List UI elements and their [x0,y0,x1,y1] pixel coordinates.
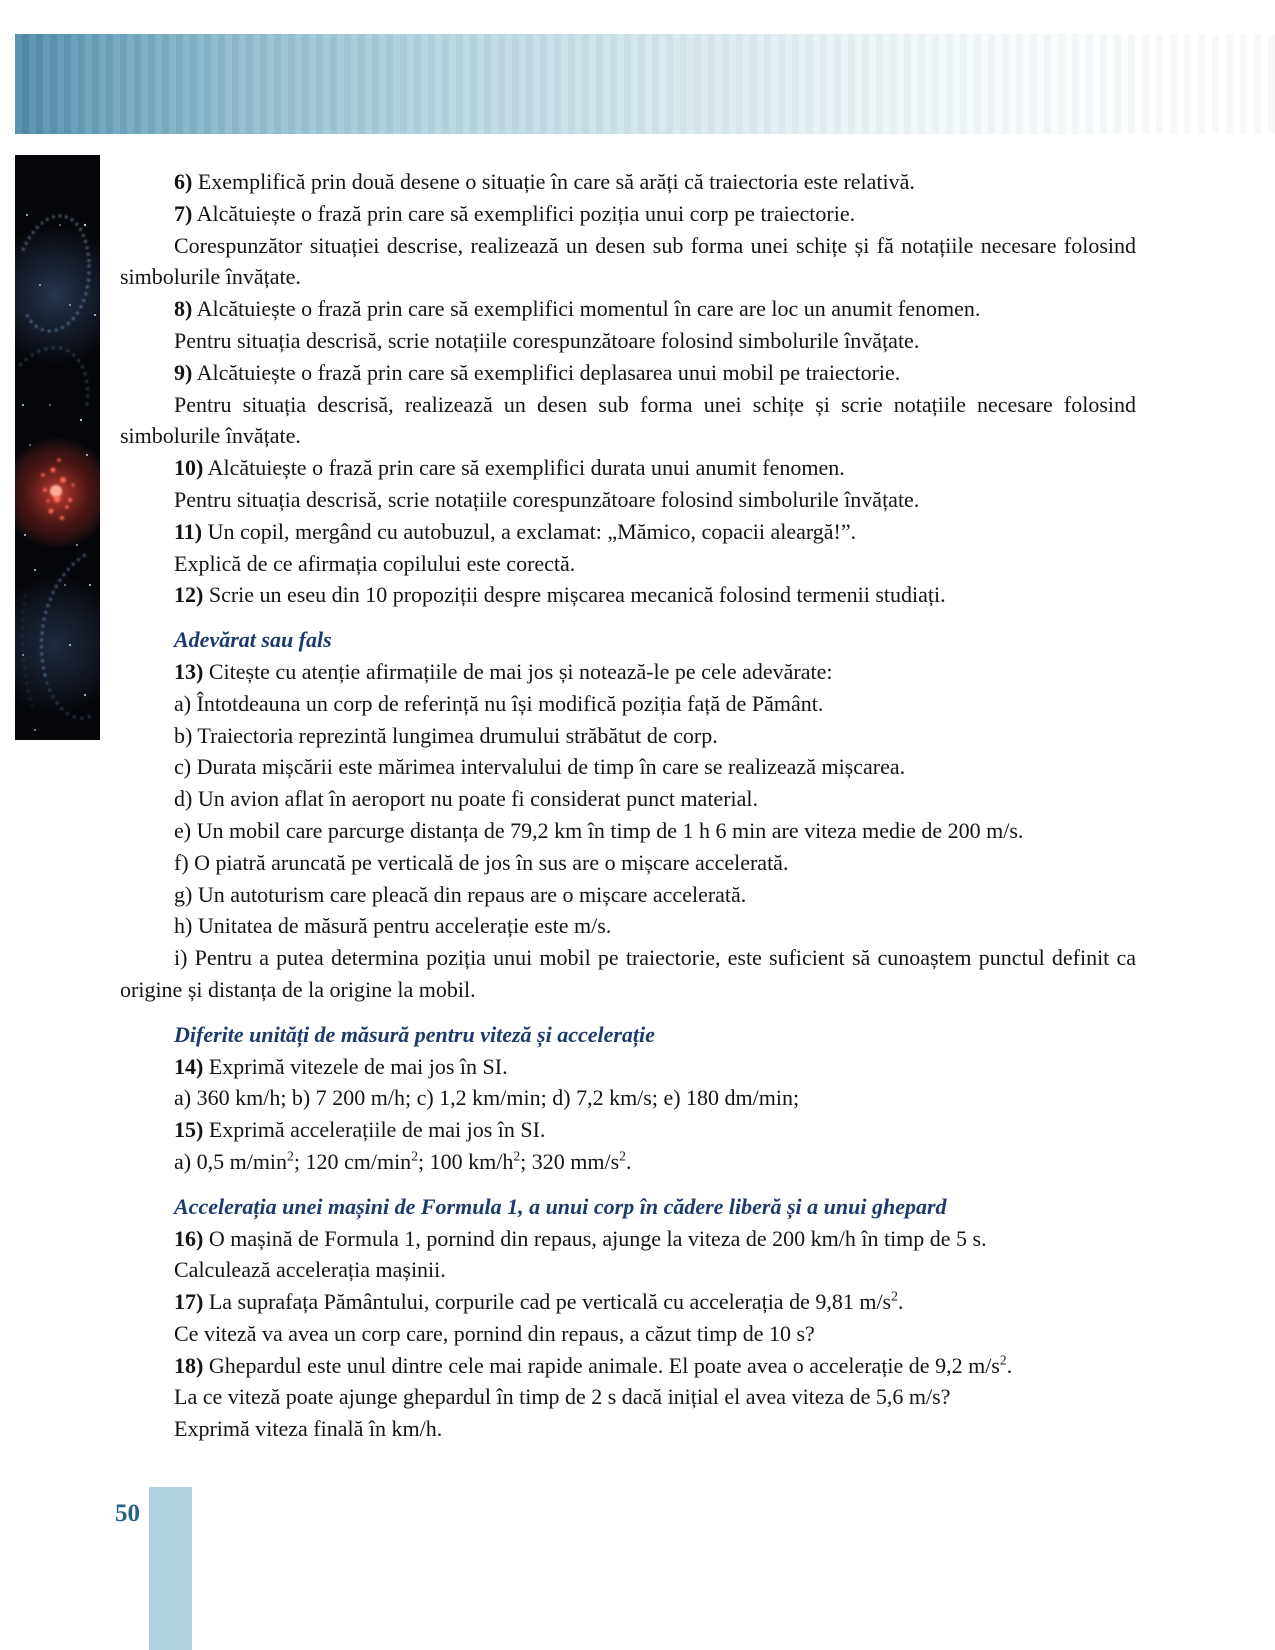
item-number: 8) [174,296,193,322]
item-number: 15) [174,1117,204,1143]
item-number: 11) [174,518,203,544]
item-number: 10) [174,455,204,481]
exercise-paragraph: Pentru situația descrisă, scrie notațiile corespunzătoare folosind simbolurile învățate. [174,486,920,512]
exercise-paragraph: Explică de ce afirmația copilului este corectă. [174,550,576,576]
header-gradient-banner [15,34,1275,134]
exercise-paragraph: d) Un avion aflat în aeroport nu poate fi considerat punct material. [174,786,759,812]
exercise-paragraph: Calculează accelerația mașinii. [174,1257,446,1283]
exercise-paragraph: a) 0,5 $m/\min^2$; 120 $cm/\min^2$; 100 $km/h^2$; 320 $mm/s^2$. [174,1148,632,1174]
exercise-paragraph: a) 360 km/h; b) 7 200 m/h; c) 1,2 km/min; d) 7,2 km/s; e) 180 dm/min; [174,1085,800,1111]
light-trails-image [15,155,100,740]
exercise-paragraph: 18) Ghepardul este unul dintre cele mai rapide animale. El poate avea o accelerație de 9,2 $m/s^2$. [174,1352,1013,1378]
exercise-paragraph: h) Unitatea de măsură pentru accelerație este m/s. [174,913,612,939]
exercise-paragraph: 7) Alcătuiește o frază prin care să exemplifici poziția unui corp pe traiectorie. [174,200,856,226]
exercise-paragraph: g) Un autoturism care pleacă din repaus are o mișcare accelerată. [174,881,747,907]
item-number: 17) [174,1289,204,1315]
exercise-paragraph: Exprimă viteza finală în km/h. [174,1416,443,1442]
exercise-paragraph: 11) Un copil, mergând cu autobuzul, a exclamat: „Mămico, copacii aleargă!”. [174,518,857,544]
exercise-paragraph: a) Întotdeauna un corp de referință nu își modifică poziția față de Pământ. [174,690,824,716]
page-number: 50 [115,1500,140,1527]
exercise-paragraph: Pentru situația descrisă, realizează un desen sub forma unei schițe și scrie notațiile necesare folosind simbolurile învățate. [120,391,1136,449]
exercise-paragraph: 10) Alcătuiește o frază prin care să exemplifici durata unui anumit fenomen. [174,455,845,481]
exercise-paragraph: e) Un mobil care parcurge distanța de 79,2 km în timp de 1 h 6 min are viteza medie de 200 m/s. [174,817,1024,843]
exercise-paragraph: 14) Exprimă vitezele de mai jos în SI. [174,1053,508,1079]
exercise-paragraph: Corespunzător situației descrise, realizează un desen sub forma unei schițe și fă notațiile necesare folosind simbolurile învățate. [120,232,1136,290]
item-number: 18) [174,1352,204,1378]
exercise-paragraph: 13) Citește cu atenție afirmațiile de mai jos și notează-le pe cele adevărate: [174,658,833,684]
exercise-paragraph: 9) Alcătuiește o frază prin care să exemplifici deplasarea unui mobil pe traiectorie. [174,359,901,385]
exercise-paragraph: 15) Exprimă accelerațiile de mai jos în SI. [174,1117,546,1143]
exercise-paragraph: b) Traiectoria reprezintă lungimea drumului străbătut de corp. [174,722,718,748]
exercise-paragraph: 8) Alcătuiește o frază prin care să exemplifici momentul în care are loc un anumit fenomen. [174,296,981,322]
decorative-photo-strip [15,155,100,740]
exercise-text-column [120,166,1136,1445]
item-number: 7) [174,200,193,226]
exercise-paragraph: c) Durata mișcării este mărimea intervalului de timp în care se realizează mișcarea. [174,754,906,780]
exercise-paragraph: Pentru situația descrisă, scrie notațiile corespunzătoare folosind simbolurile învățate. [174,327,920,353]
item-number: 13) [174,658,204,684]
exercise-paragraph: i) Pentru a putea determina poziția unui mobil pe traiectorie, este suficient să cunoaștem punctul definit ca origine și distanța de la origine la mobil. [120,945,1136,1002]
section-heading: Accelerația unei mașini de Formula 1, a unui corp în cădere liberă și a unui ghepard [174,1193,947,1219]
exercise-paragraph: 17) La suprafața Pământului, corpurile cad pe verticală cu accelerația de 9,81 $m/s^2$. [174,1288,904,1315]
item-number: 14) [174,1053,204,1079]
item-number: 16) [174,1225,204,1251]
footer-accent-block [149,1487,192,1650]
item-number: 6) [174,169,193,194]
section-heading: Adevărat sau fals [174,627,332,653]
exercise-paragraph: f) O piatră aruncată pe verticală de jos în sus are o mișcare accelerată. [174,849,789,875]
item-number: 12) [174,582,204,608]
exercise-paragraph: 6) Exemplifică prin două desene o situație în care să arăți că traiectoria este relativă. [174,169,915,194]
exercise-paragraph: 12) Scrie un eseu din 10 propoziții despre mișcarea mecanică folosind termenii studiați. [174,582,946,608]
exercise-paragraph: 16) O mașină de Formula 1, pornind din repaus, ajunge la viteza de 200 km/h în timp de 5 s. [174,1225,987,1251]
section-heading: Diferite unități de măsură pentru viteză și accelerație [174,1021,655,1047]
item-number: 9) [174,359,193,385]
exercise-paragraph: Ce viteză va avea un corp care, pornind din repaus, a căzut timp de 10 s? [174,1320,815,1346]
exercise-paragraph: La ce viteză poate ajunge ghepardul în timp de 2 s dacă inițial el avea viteza de 5,6 m/s? [174,1384,951,1410]
